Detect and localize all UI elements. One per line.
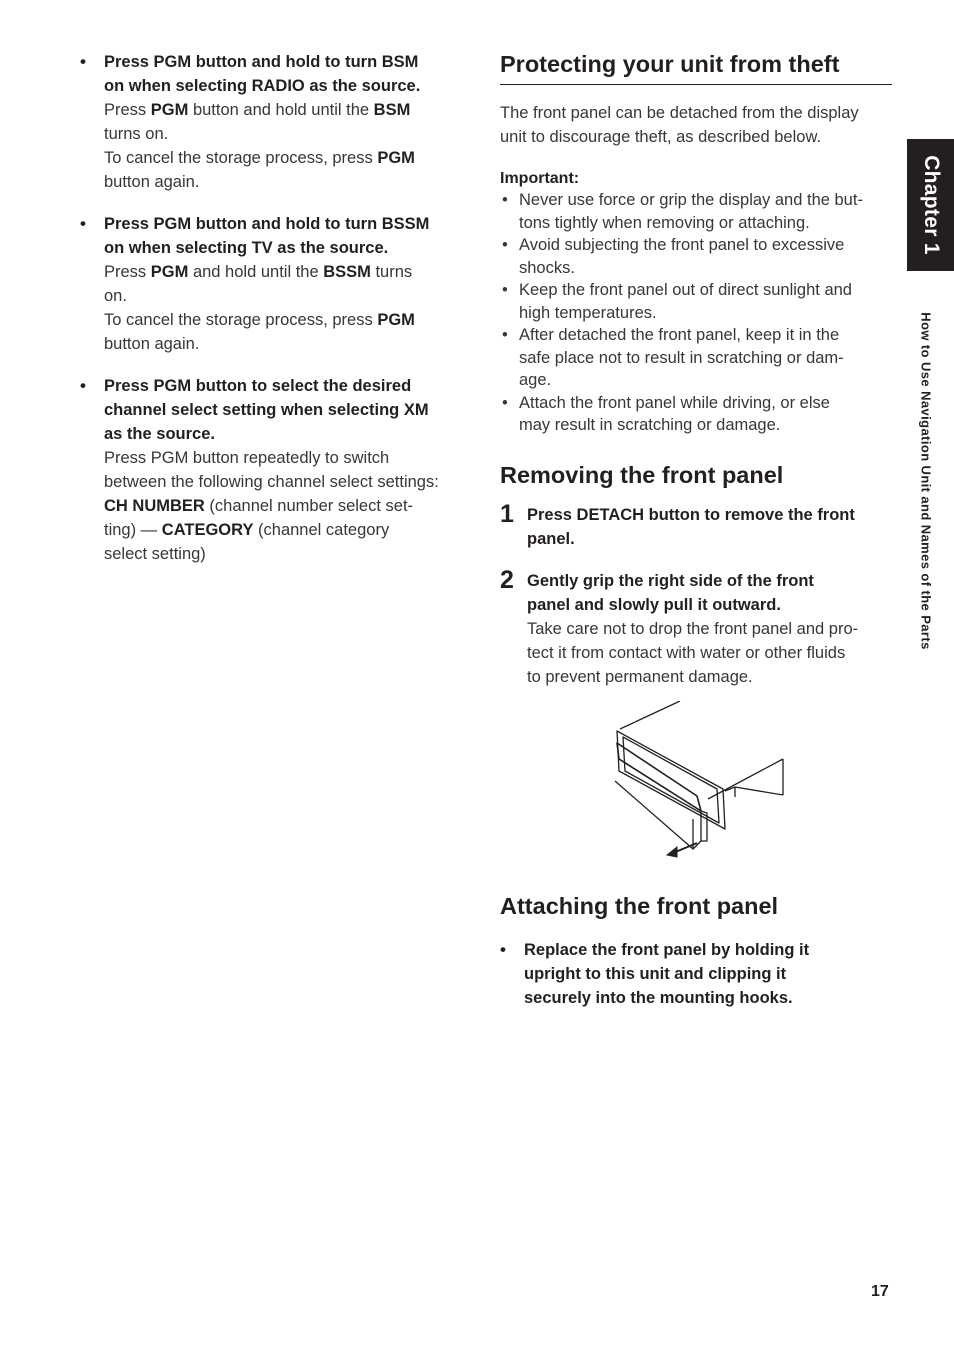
page-number: 17 — [871, 1283, 889, 1300]
step-heading: Press DETACH button to remove the front panel. — [527, 505, 855, 548]
left-column — [80, 50, 475, 584]
section-title-removing: Removing the front panel — [500, 461, 784, 488]
body-line: Press PGM and hold until the BSSM turns — [104, 263, 413, 281]
body-line: button again. — [104, 173, 200, 191]
step-1 — [500, 499, 892, 551]
detach-panel-illustration — [605, 701, 795, 861]
section-heading-protect — [500, 50, 892, 85]
body-line: turns on. — [104, 125, 169, 143]
xm-instruction — [80, 374, 475, 566]
body-line: CH NUMBER (channel number select set- — [104, 497, 414, 515]
instruction-heading: Replace the front panel by holding it upright to this unit and clipping it securely into the mounting hooks. — [524, 940, 810, 1007]
body-line: between the following channel select settings: — [104, 473, 439, 491]
section-title-attaching: Attaching the front panel — [500, 892, 779, 919]
instruction-heading — [104, 212, 475, 260]
step-number: 2 — [500, 565, 514, 594]
body-line: Press PGM button repeatedly to switch — [104, 449, 390, 467]
step-body: Take care not to drop the front panel and pro- tect it from contact with water or other fluids to prevent permanent damage. — [527, 619, 859, 686]
text-line: The front panel can be detached from the display — [500, 104, 859, 122]
bsm-instruction — [80, 50, 475, 194]
chapter-tab — [907, 139, 954, 271]
instruction-heading — [104, 374, 475, 446]
heading-line: as the source. — [104, 425, 215, 443]
list-item: • After detached the front panel, keep it in the safe place not to result in scratching or dam- age. — [502, 326, 844, 389]
right-column — [500, 50, 892, 1028]
list-item: • Attach the front panel while driving, or else may result in scratching or damage. — [502, 393, 830, 434]
step-2 — [500, 565, 892, 689]
heading-line: on when selecting TV as the source. — [104, 239, 389, 257]
chapter-title: How to Use Navigation Unit and Names of the Parts — [918, 312, 934, 650]
bssm-instruction — [80, 212, 475, 356]
bullet: • — [500, 939, 506, 959]
bullet: • — [80, 52, 86, 71]
body-line: ting) — CATEGORY (channel category — [104, 521, 390, 539]
important-label: Important: — [500, 170, 580, 187]
body-line: To cancel the storage process, press PGM — [104, 311, 415, 329]
heading-line: channel select setting when selecting XM — [104, 401, 429, 419]
heading-line: Press PGM button to select the desired — [104, 377, 412, 395]
step-heading: Gently grip the right side of the front panel and slowly pull it outward. — [527, 571, 814, 614]
body-line: Press PGM button and hold until the BSM — [104, 101, 411, 119]
instruction-heading — [104, 50, 475, 98]
body-line: on. — [104, 287, 127, 305]
intro-paragraph — [500, 101, 892, 149]
step-number: 1 — [500, 499, 514, 528]
list-item: • Keep the front panel out of direct sunlight and high temperatures. — [502, 281, 852, 322]
body-line: button again. — [104, 335, 200, 353]
list-item: • Avoid subjecting the front panel to excessive shocks. — [502, 236, 845, 277]
important-list — [500, 189, 892, 437]
heading-line: on when selecting RADIO as the source. — [104, 77, 421, 95]
bullet: • — [80, 376, 86, 395]
heading-line: Press PGM button and hold to turn BSSM — [104, 215, 430, 233]
section-title: Protecting your unit from theft — [500, 51, 840, 77]
heading-line: Press PGM button and hold to turn BSM — [104, 53, 419, 71]
list-item: • Never use force or grip the display and the but- tons tightly when removing or attaching. — [502, 191, 863, 232]
text-line: unit to discourage theft, as described below. — [500, 128, 822, 146]
bullet: • — [80, 214, 86, 233]
body-line: select setting) — [104, 545, 206, 563]
attach-instruction — [500, 938, 892, 1010]
chapter-label: Chapter 1 — [919, 155, 943, 255]
body-line: To cancel the storage process, press PGM — [104, 149, 415, 167]
